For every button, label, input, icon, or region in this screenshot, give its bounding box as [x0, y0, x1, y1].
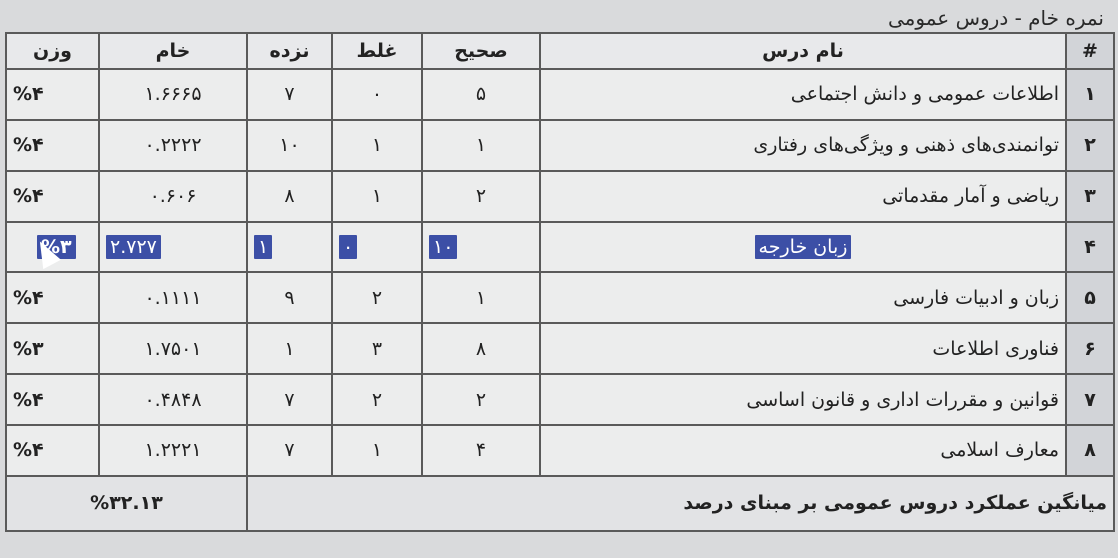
table-row-selected[interactable]: [6, 222, 1114, 273]
weight-value[interactable]: %۴: [6, 425, 99, 476]
correct-count-cell[interactable]: [422, 222, 540, 273]
page-title: نمره خام - دروس عمومی: [888, 6, 1104, 30]
blank-count[interactable]: ۱: [254, 235, 272, 259]
row-index: ۱: [1066, 69, 1114, 120]
header-wrong[interactable]: غلط: [332, 33, 422, 69]
correct-count[interactable]: ۲: [422, 171, 540, 222]
correct-count[interactable]: ۲: [422, 374, 540, 425]
table-row[interactable]: [6, 374, 1114, 425]
blank-count[interactable]: ۷: [247, 374, 332, 425]
table-row[interactable]: [6, 120, 1114, 171]
wrong-count[interactable]: ۳: [332, 323, 422, 374]
weight-value[interactable]: %۴: [6, 272, 99, 323]
blank-count[interactable]: ۸: [247, 171, 332, 222]
header-blank[interactable]: نزده: [247, 33, 332, 69]
table-row[interactable]: [6, 69, 1114, 120]
correct-count[interactable]: ۵: [422, 69, 540, 120]
raw-score[interactable]: ۱.۷۵۰۱: [99, 323, 247, 374]
header-raw[interactable]: خام: [99, 33, 247, 69]
wrong-count-cell[interactable]: [332, 222, 422, 273]
row-index: ۴: [1066, 222, 1114, 273]
raw-score[interactable]: ۱.۶۶۶۵: [99, 69, 247, 120]
wrong-count[interactable]: ۰: [339, 235, 357, 259]
summary-label: میانگین عملکرد دروس عمومی بر مبنای درصد: [247, 476, 1114, 531]
course-name[interactable]: قوانین و مقررات اداری و قانون اساسی: [540, 374, 1066, 425]
weight-value[interactable]: %۴: [6, 374, 99, 425]
course-name[interactable]: توانمندی‌های ذهنی و ویژگی‌های رفتاری: [540, 120, 1066, 171]
wrong-count[interactable]: ۲: [332, 272, 422, 323]
row-index: ۷: [1066, 374, 1114, 425]
wrong-count[interactable]: ۲: [332, 374, 422, 425]
course-name[interactable]: ریاضی و آمار مقدماتی: [540, 171, 1066, 222]
correct-count[interactable]: ۸: [422, 323, 540, 374]
course-name-cell[interactable]: [540, 222, 1066, 273]
header-correct[interactable]: صحیح: [422, 33, 540, 69]
blank-count[interactable]: ۹: [247, 272, 332, 323]
header-weight[interactable]: وزن: [6, 33, 99, 69]
row-index: ۶: [1066, 323, 1114, 374]
weight-value[interactable]: %۴: [6, 69, 99, 120]
wrong-count[interactable]: ۱: [332, 171, 422, 222]
wrong-count[interactable]: ۱: [332, 120, 422, 171]
table-row[interactable]: [6, 323, 1114, 374]
wrong-count[interactable]: ۱: [332, 425, 422, 476]
raw-score[interactable]: ۰.۱۱۱۱: [99, 272, 247, 323]
correct-count[interactable]: ۱: [422, 120, 540, 171]
table-row[interactable]: [6, 425, 1114, 476]
raw-score[interactable]: ۰.۶۰۶: [99, 171, 247, 222]
header-index: #: [1066, 33, 1114, 69]
blank-count[interactable]: ۷: [247, 69, 332, 120]
header-name[interactable]: نام درس: [540, 33, 1066, 69]
correct-count[interactable]: ۴: [422, 425, 540, 476]
raw-score-cell[interactable]: [99, 222, 247, 273]
row-index: ۸: [1066, 425, 1114, 476]
correct-count[interactable]: ۱: [422, 272, 540, 323]
raw-score[interactable]: ۲.۷۲۷: [106, 235, 161, 259]
row-index: ۳: [1066, 171, 1114, 222]
raw-score[interactable]: ۱.۲۲۲۱: [99, 425, 247, 476]
table-row[interactable]: [6, 171, 1114, 222]
blank-count[interactable]: ۱۰: [247, 120, 332, 171]
weight-value[interactable]: %۳: [37, 235, 76, 259]
course-name[interactable]: اطلاعات عمومی و دانش اجتماعی: [540, 69, 1066, 120]
course-name[interactable]: معارف اسلامی: [540, 425, 1066, 476]
weight-value[interactable]: %۳: [6, 323, 99, 374]
course-name[interactable]: فناوری اطلاعات: [540, 323, 1066, 374]
summary-row: [6, 476, 1114, 531]
blank-count-cell[interactable]: [247, 222, 332, 273]
course-name[interactable]: زبان و ادبیات فارسی: [540, 272, 1066, 323]
raw-score[interactable]: ۰.۲۲۲۲: [99, 120, 247, 171]
row-index: ۵: [1066, 272, 1114, 323]
weight-value[interactable]: %۴: [6, 120, 99, 171]
wrong-count[interactable]: ۰: [332, 69, 422, 120]
course-name[interactable]: زبان خارجه: [755, 235, 852, 259]
row-index: ۲: [1066, 120, 1114, 171]
grades-table: [5, 32, 1115, 532]
correct-count[interactable]: ۱۰: [429, 235, 457, 259]
summary-value: %۳۲.۱۳: [6, 476, 247, 531]
raw-score[interactable]: ۰.۴۸۴۸: [99, 374, 247, 425]
weight-value[interactable]: %۴: [6, 171, 99, 222]
blank-count[interactable]: ۱: [247, 323, 332, 374]
header-row: [6, 33, 1114, 69]
table-row[interactable]: [6, 272, 1114, 323]
blank-count[interactable]: ۷: [247, 425, 332, 476]
